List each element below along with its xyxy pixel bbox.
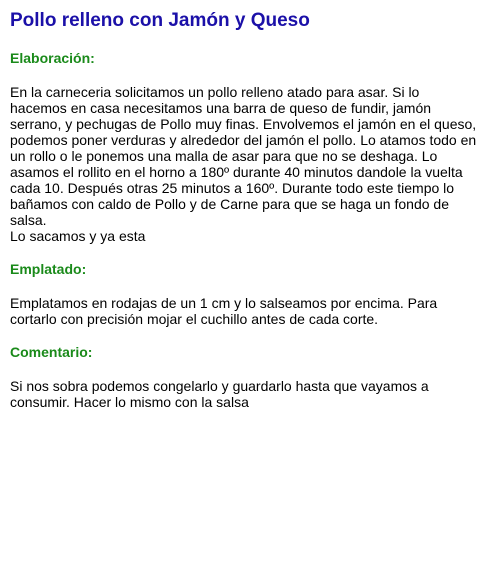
elaboracion-text-final: Lo sacamos y ya esta bbox=[10, 228, 146, 244]
comentario-heading: Comentario: bbox=[10, 344, 93, 360]
comentario-text: Si nos sobra podemos congelarlo y guardarlo hasta que vayamos a consumir. Hacer lo mismo con la salsa bbox=[10, 378, 429, 410]
emplatado-heading: Emplatado: bbox=[10, 261, 87, 277]
elaboracion-heading: Elaboración: bbox=[10, 50, 95, 66]
emplatado-text: Emplatamos en rodajas de un 1 cm y lo salseamos por encima. Para cortarlo con precisión mojar el cuchillo antes de cada corte. bbox=[10, 295, 438, 327]
elaboracion-text: En la carneceria solicitamos un pollo relleno atado para asar. Si lo hacemos en casa necesitamos una barra de queso de fundir, jamón serrano, y pechugas de Pollo muy finas. Envolvemos el jamón en el queso, podemos poner verduras y alrededor del jamón el pollo. Lo atamos todo en un rollo o le ponemos una malla de asar para que no se deshaga. Lo asamos el rollito en el horno a 180º durante 40 minutos dandole la vuelta cada 10. Después otras 25 minutos a 160º. Durante todo este tiempo lo bañamos con caldo de Pollo y de Carne para que se haga un fondo de salsa. bbox=[10, 84, 477, 228]
recipe-title: Pollo relleno con Jamón y Queso bbox=[10, 10, 310, 31]
